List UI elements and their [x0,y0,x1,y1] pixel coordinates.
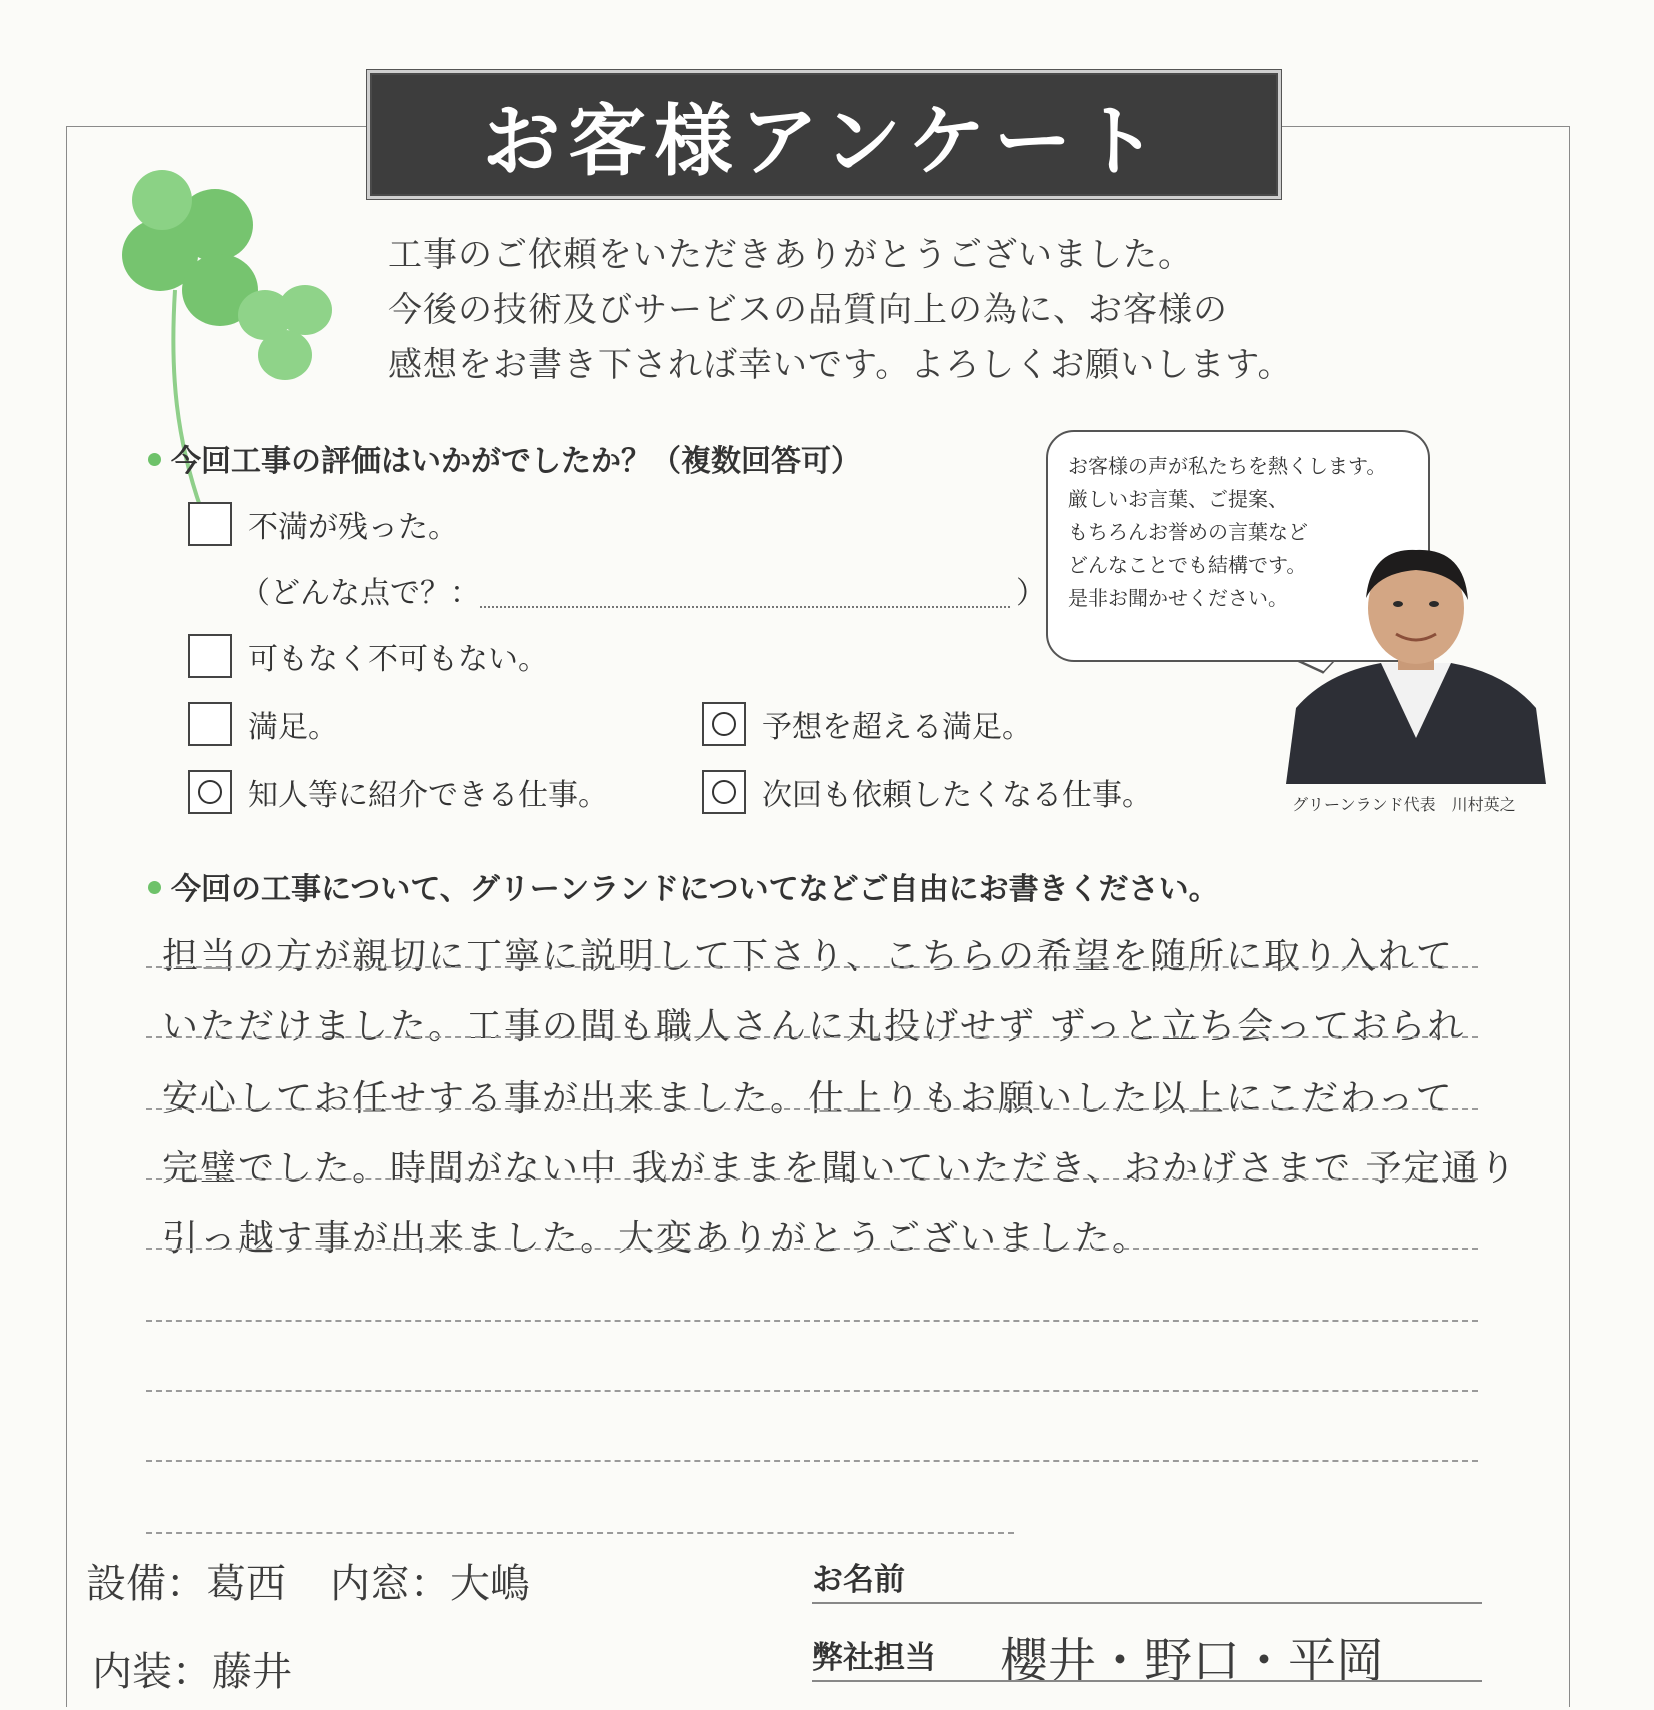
title-banner [367,70,1281,199]
staff-note: 設備：葛西 [86,1561,286,1607]
circle-mark-icon [712,712,736,736]
answer-line: 引っ越す事が出来ました。大変ありがとうございました。 [162,1218,1151,1259]
ruled-line [146,1108,1478,1110]
intro-line: 感想をお書き下されば幸いです。よろしくお願いします。 [388,345,1293,385]
representative-photo [1286,538,1546,784]
answer-line: いただけました。工事の間も職人さんに丸投げせず ずっと立ち会っておられ [162,1006,1466,1047]
speech-line: どんなことでも結構です。 [1068,553,1307,577]
followup-open: （どんな点で？： [240,576,480,611]
checkbox[interactable] [188,634,232,678]
speech-line: 是非お聞かせください。 [1068,586,1288,610]
option-satisfied[interactable] [188,700,338,748]
checkbox-checked[interactable] [702,770,746,814]
staff-value: 櫻井・野口・平岡 [1000,1633,1385,1689]
speech-line: お客様の声が私たちを熱くします。 [1068,454,1387,478]
staff-note: 内装：藤井 [92,1649,292,1695]
option-label: 可もなく不可もない。 [248,642,548,677]
checkbox[interactable] [188,502,232,546]
clover-decoration [80,140,360,540]
checkbox-checked[interactable] [702,702,746,746]
option-label: 知人等に紹介できる仕事。 [248,778,608,813]
question2-heading-text: 今回の工事について、グリーンランドについてなどご自由にお書きください。 [171,872,1219,907]
ruled-line [146,1320,1478,1322]
question2-heading [148,864,1219,908]
speech-line: 厳しいお言葉、ご提案、 [1068,487,1288,511]
option-label: 満足。 [248,710,338,745]
staff-label: 弊社担当 [812,1640,936,1676]
representative-caption: グリーンランド代表 川村英之 [1292,795,1516,814]
option-neutral[interactable] [188,632,548,680]
circle-mark-icon [198,780,222,804]
option-label: 次回も依頼したくなる仕事。 [762,778,1152,813]
ruled-line [146,1460,1478,1462]
option-beyond-expectation[interactable] [702,700,1032,748]
option-request-again[interactable] [702,768,1152,816]
answer-line: 安心してお任せする事が出来ました。仕上りもお願いした以上にこだわって [162,1078,1454,1119]
staff-note: 内窓：大嶋 [330,1561,530,1607]
intro-line: 今後の技術及びサービスの品質向上の為に、お客様の [388,290,1228,330]
ruled-line [146,1532,1014,1534]
question1-heading-text: 今回工事の評価はいかがでしたか？（複数回答可） [171,444,861,479]
bullet-icon [148,453,161,466]
ruled-line [146,1036,1478,1038]
page-title: お客様アンケート [482,96,1166,187]
ruled-line [146,1178,1478,1180]
answer-line: 担当の方が親切に丁寧に説明して下さり、こちらの希望を随所に取り入れて [162,936,1455,977]
option-recommendable[interactable] [188,768,608,816]
speech-line: もちろんお誉めの言葉など [1068,520,1308,544]
option-label: 予想を超える満足。 [762,710,1032,745]
intro-text [388,228,1438,393]
ruled-line [146,966,1478,968]
bullet-icon [148,881,161,894]
checkbox-checked[interactable] [188,770,232,814]
question1-heading [148,436,861,480]
staff-input-line[interactable] [812,1680,1482,1682]
intro-line: 工事のご依頼をいただきありがとうございました。 [388,235,1193,275]
option-dissatisfied[interactable] [188,500,458,548]
name-input-line[interactable] [812,1602,1482,1604]
followup-input-line[interactable] [480,606,1010,608]
option-label: 不満が残った。 [248,510,458,545]
answer-line: 完璧でした。時間がない中 我がままを聞いていただき、おかげさまで 予定通り [162,1148,1518,1189]
ruled-line [146,1390,1478,1392]
checkbox[interactable] [188,702,232,746]
ruled-line [146,1248,1478,1250]
followup-close: ） [1016,576,1046,611]
circle-mark-icon [712,780,736,804]
name-label: お名前 [812,1562,905,1598]
